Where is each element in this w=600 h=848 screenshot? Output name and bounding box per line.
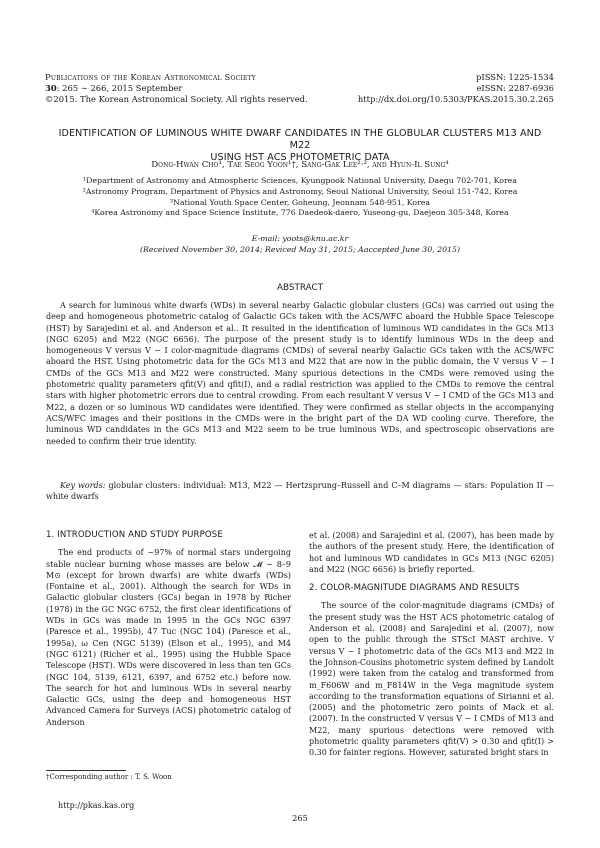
- issn-header: [294, 72, 554, 105]
- affiliations: [40, 176, 560, 219]
- section-1-heading: 1. INTRODUCTION AND STUDY PURPOSE: [46, 530, 223, 540]
- volume-number: 30: [45, 83, 57, 93]
- title-line-1: IDENTIFICATION OF LUMINOUS WHITE DWARF CANDIDATES IN THE GLOBULAR CLUSTERS M13 AND M22: [58, 128, 542, 151]
- affiliation-3: ³National Youth Space Center, Goheung, Jeonnam 548-951, Korea: [169, 197, 431, 207]
- keywords-text: globular clusters: individual: M13, M22 — Hertzsprung–Russell and C–M diagrams — stars: Population II — white dwarfs: [46, 481, 554, 502]
- keywords: [46, 480, 554, 503]
- abstract-text: A search for luminous white dwarfs (WDs) in several nearby Galactic globular clusters (GCs) was carried out using the deep and homogeneous photometric catalog of Galactic GCs taken with the ACS/WFC aboard the Hubble Space Telescope (HST) by Sarajedini et al. and Anderson et al.. It resulted in the identification of luminous WD candidates in the GCs M13 (NGC 6205) and M22 (NGC 6656). The purpose of the present study is to identify luminous WDs in the deep and homogeneous V versus V − I color-magnitude diagrams (CMDs) of several nearby Galactic GCs taken with the ACS/WFC aboard the HST. Using photometric data for the GCs M13 and M22 that are now in the public domain, the V versus V − I CMDs of the GCs M13 and M22 were constructed. Many spurious detections in the CMDs were removed using the photometric quality parameters qfit(V) and qfit(I), and a radial restriction was applied to the CMDs to remove the central stars with higher photometric errors due to central crowding. From each resultant V versus V − I CMD of the GCs M13 and M22, a dozen or so luminous WD candidates were identified. They were confirmed as stellar objects in the accompanying ACS/WFC images and their positions in the CMDs were in the bright part of the DA WD cooling curve. Therefore, the luminous WD candidates in the GCs M13 and M22 seem to be true luminous WDs, and spectroscopic observations are needed to confirm their true identity.: [46, 301, 554, 446]
- affiliation-1: ¹Department of Astronomy and Atmospheric Sciences, Kyungpook National University, Daegu 702-701, Korea: [83, 176, 517, 185]
- copyright-line: ©2015. The Korean Astronomical Society. All rights reserved.: [45, 94, 308, 104]
- footnote-rule: [46, 770, 126, 771]
- corresponding-author-footnote: †Corresponding author : T. S. Woon: [46, 773, 172, 781]
- volume-pages: : 265 ∼ 266, 2015 September: [56, 83, 183, 93]
- eissn: eISSN: 2287-6936: [476, 83, 554, 93]
- section-1-text: The end products of ∼97% of normal stars undergoing stable nuclear burning whose masses are below 𝓜 ∼ 8–9 M⊙ (except for brown dwarfs) are white dwarfs (WDs) (Fontaine et al., 2001). Although the search for WDs in Galactic globular clusters (GCs) began in 1978 by Richer (1978) in the GC NGC 6752, the first clear identifications of WDs in GCs was made in 1995 in the GCs NGC 6397 (Paresce et al., 1995b), 47 Tuc (NGC 104) (Paresce et al., 1995a), ω Cen (NGC 5139) (Elson et al., 1995), and M4 (NGC 6121) (Richer et al., 1995) using the Hubble Space Telescope (HST). WDs were discovered in less than ten GCs (NGC 104, 5139, 6121, 6397, and 6752 etc.) before now. The search for hot and luminous WDs in several nearby Galactic GCs, using the deep and homogeneous HST Advanced Camera for Surveys (ACS) photometric catalog of Anderson: [46, 548, 291, 727]
- keywords-label: Key words:: [60, 481, 106, 490]
- journal-url[interactable]: http://pkas.kas.org: [58, 801, 135, 810]
- section-1-continuation: et al. (2008) and Sarajedini et al. (2007), has been made by the authors of the present study. Here, the identification of hot and luminous WD candidates in GCs M13 (NGC 6205) and M22 (NGC 6656) is briefly reported.: [309, 531, 554, 574]
- left-column: [46, 530, 291, 728]
- doi-link[interactable]: http://dx.doi.org/10.5303/PKAS.2015.30.2.265: [357, 94, 554, 104]
- author-list: Dong-Hwan Cho¹, Tae Seog Yoon¹†, Sang-Gak Lee²·³, and Hyun-Il Sung⁴: [151, 160, 449, 170]
- paper-title: [50, 128, 550, 164]
- pissn: pISSN: 1225-1534: [476, 72, 554, 82]
- journal-name: Publications of the Korean Astronomical Society: [45, 72, 256, 82]
- contact-email[interactable]: E-mail: yoots@knu.ac.kr: [251, 234, 349, 243]
- section-2-heading: 2. COLOR-MAGNITUDE DIAGRAMS AND RESULTS: [309, 583, 520, 594]
- affiliation-4: ⁴Korea Astronomy and Space Science Institute, 776 Daedeok-daero, Yuseong-gu, Daejeon 305-348, Korea: [91, 208, 509, 218]
- received-dates: (Received November 30, 2014; Reviced May 31, 2015; Aaccepted June 30, 2015): [139, 245, 461, 254]
- affiliation-2: ²Astronomy Program, Department of Physics and Astronomy, Seoul National University, Seoul 151-742, Korea: [82, 186, 518, 196]
- abstract-heading: ABSTRACT: [277, 283, 323, 293]
- title-line-2: USING HST ACS PHOTOMETRIC DATA: [210, 152, 390, 163]
- page-number: 265: [292, 813, 308, 823]
- right-column: [309, 530, 554, 759]
- section-2-text: The source of the color-magnitude diagrams (CMDs) of the present study was the HST ACS photometric catalog of Anderson et al. (2008) and Sarajedini et al. (2007), now open to the public through the STScI MAST archive. V versus V − I photometric data of the GCs M13 and M22 in the Johnson-Cousins photometric system defined by Landolt (1992) were taken from the catalog and transformed from m_F606W and m_F814W in the Vega magnitude system according to the transformation equations of Sirianni et al. (2005) and the photometric zero points of Mack et al. (2007). In the constructed V versus V − I CMDs of M13 and M22, many spurious detections were removed with photometric quality parameters qfit(V) > 0.30 and qfit(I) > 0.30 for fainter regions. However, saturated bright stars in: [309, 601, 554, 758]
